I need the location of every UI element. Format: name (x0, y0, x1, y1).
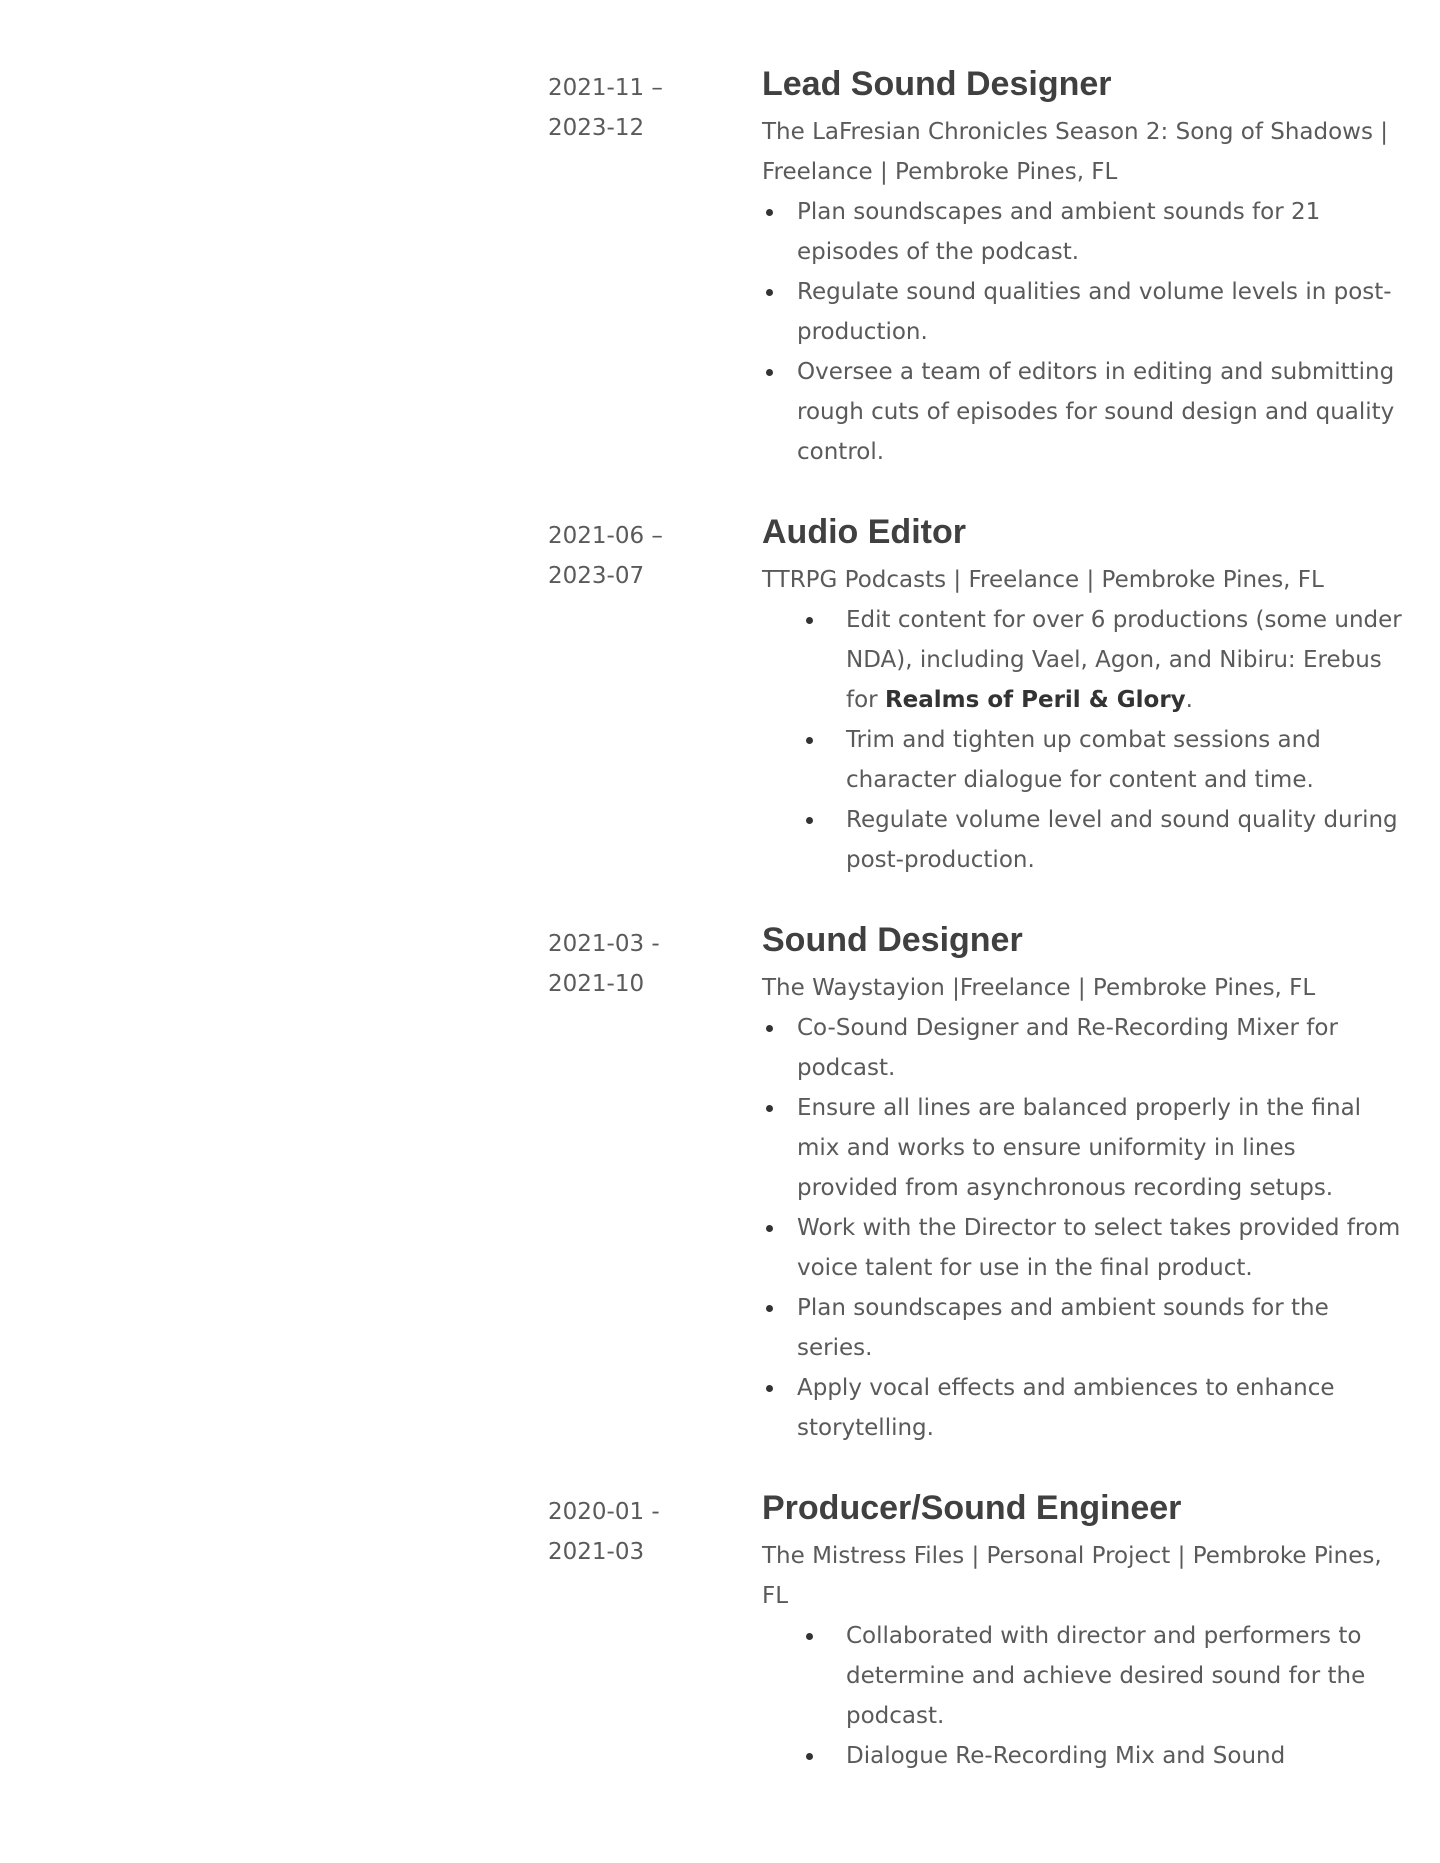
job-subtitle: The Mistress Files | Personal Project | Pembroke Pines, FL (762, 1543, 1382, 1609)
duty-item: Ensure all lines are balanced properly in the final mix and works to ensure uniformity in lines provided from asynchronous recording setups. (762, 1088, 1402, 1208)
entry-content (762, 62, 1402, 472)
date-end: 2021-03 (548, 1539, 645, 1565)
duty-item (762, 600, 1402, 720)
entry-dates (548, 924, 708, 1004)
duty-item: Work with the Director to select takes provided from voice talent for use in the final product. (762, 1208, 1402, 1288)
entry-content (762, 1486, 1402, 1776)
duty-text: Edit content for over 6 productions (some under NDA), including Vael, Agon, and Nibiru: Erebus for (846, 607, 1402, 713)
duty-item: Regulate sound qualities and volume levels in post-production. (762, 272, 1402, 352)
date-end: 2023-07 (548, 563, 645, 589)
date-start: 2021-06 – (548, 523, 663, 549)
show-name-bold: Realms of Peril & Glory (884, 687, 1186, 713)
duty-item: Trim and tighten up combat sessions and character dialogue for content and time. (762, 720, 1402, 800)
duties-list (762, 600, 1402, 880)
entry-dates (548, 516, 708, 596)
entry-dates (548, 1492, 708, 1572)
date-start: 2021-11 – (548, 75, 663, 101)
job-subtitle: TTRPG Podcasts | Freelance | Pembroke Pines, FL (762, 567, 1324, 593)
date-start: 2020-01 - (548, 1499, 660, 1525)
entry-content (762, 510, 1402, 880)
duties-list (762, 1008, 1402, 1448)
duty-item: Regulate volume level and sound quality during post-production. (762, 800, 1402, 880)
duty-item: Oversee a team of editors in editing and submitting rough cuts of episodes for sound design and quality control. (762, 352, 1402, 472)
duty-item: Co-Sound Designer and Re-Recording Mixer for podcast. (762, 1008, 1402, 1088)
duty-item: Collaborated with director and performers to determine and achieve desired sound for the podcast. (762, 1616, 1402, 1736)
job-title: Lead Sound Designer (762, 65, 1112, 103)
duty-item: Dialogue Re-Recording Mix and Sound (762, 1736, 1402, 1776)
duties-list (762, 1616, 1402, 1776)
duties-list (762, 192, 1402, 472)
job-title: Audio Editor (762, 513, 966, 551)
job-title: Sound Designer (762, 921, 1023, 959)
duty-item: Plan soundscapes and ambient sounds for 21 episodes of the podcast. (762, 192, 1402, 272)
duty-item: Plan soundscapes and ambient sounds for the series. (762, 1288, 1402, 1368)
duty-item: Apply vocal effects and ambiences to enhance storytelling. (762, 1368, 1402, 1448)
date-end: 2021-10 (548, 971, 645, 997)
job-title: Producer/Sound Engineer (762, 1489, 1182, 1527)
entry-content (762, 918, 1402, 1448)
job-subtitle: The Waystayion |Freelance | Pembroke Pines, FL (762, 975, 1316, 1001)
job-subtitle: The LaFresian Chronicles Season 2: Song of Shadows | Freelance | Pembroke Pines, FL (762, 119, 1389, 185)
duty-text-end: . (1185, 687, 1193, 713)
date-start: 2021-03 - (548, 931, 660, 957)
date-end: 2023-12 (548, 115, 645, 141)
entry-dates (548, 68, 708, 148)
